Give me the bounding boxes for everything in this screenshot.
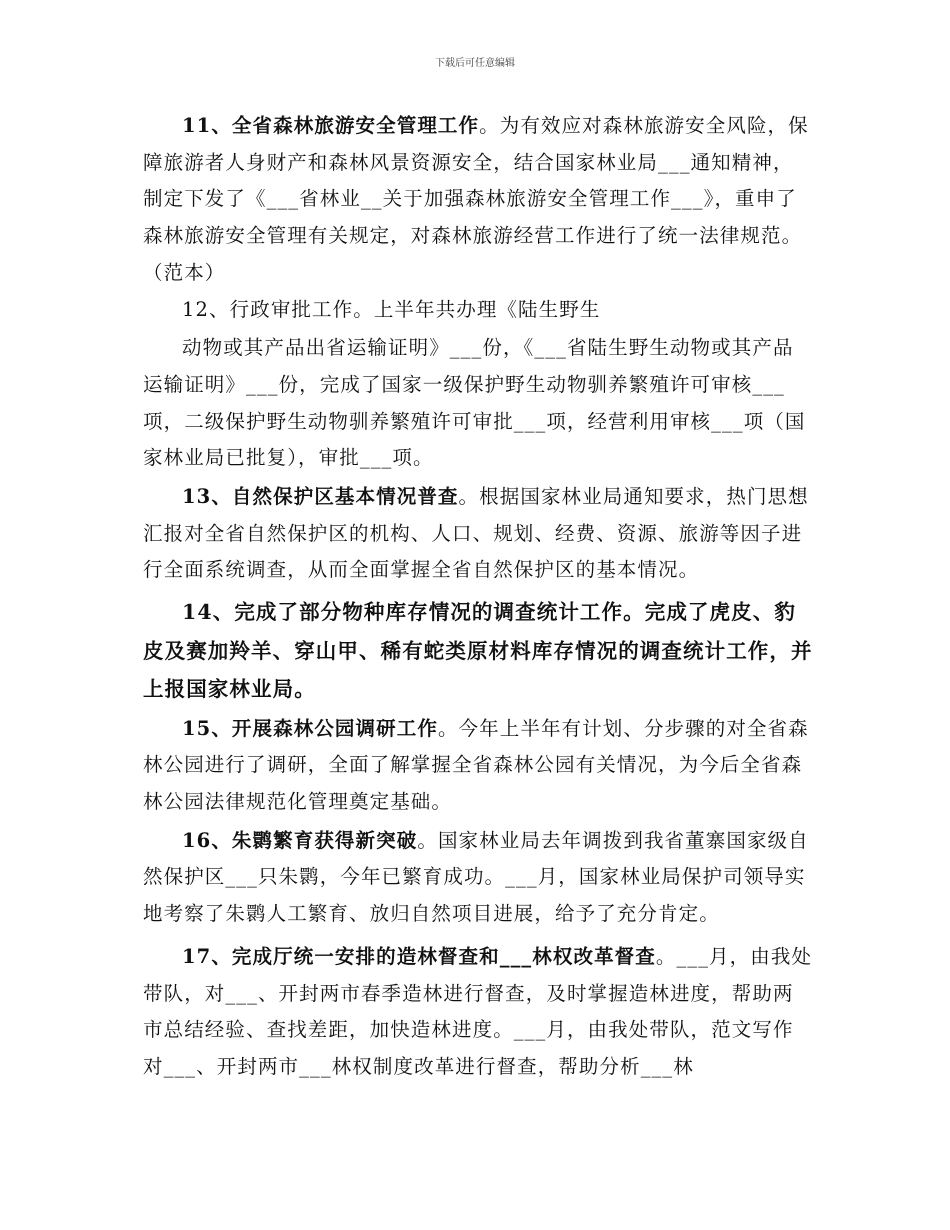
document-body bbox=[143, 108, 813, 1086]
paragraph-text: 动物或其产品出省运输证明》___份，《___省陆生野生动物或其产品运输证明》___份，完成了国家一级保护野生动物驯养繁殖许可审核___项，二级保护野生动物驯养繁殖许可审批___项，经营利用审核___项（国家林业局已批复），审批___项。 bbox=[143, 336, 806, 470]
paragraph-15 bbox=[143, 711, 813, 821]
paragraph-14 bbox=[143, 593, 813, 709]
paragraph-text: 。今年上半年有计划、分步骤的对全省森林公园进行了调研，全面了解掌握全省森林公园有关情况，为今后全省森林公园法律规范化管理奠定基础。 bbox=[143, 716, 809, 814]
paragraph-heading: 16、朱鹮繁育获得新突破 bbox=[182, 828, 418, 852]
paragraph-text: 。为有效应对森林旅游安全风险，保障旅游者人身财产和森林风景资源安全，结合国家林业局___通知精神，制定下发了《___省林业__关于加强森林旅游安全管理工作___》，重申了森林旅游安全管理有关规定，对森林旅游经营工作进行了统一法律规范。（范本） bbox=[143, 114, 809, 284]
paragraph-12 bbox=[143, 292, 813, 329]
paragraph-text: 。___月，由我处带队，对___、开封两市春季造林进行督查，及时掌握造林进度，帮助两市总结经验、查找差距，加快造林进度。___月，由我处带队，范文写作对___、开封两市___林权制度改革进行督查，帮助分析___林 bbox=[143, 944, 813, 1078]
paragraph-11 bbox=[143, 108, 813, 292]
paragraph-12-continued bbox=[143, 330, 813, 477]
paragraph-17 bbox=[143, 939, 813, 1086]
paragraph-heading: 14、完成了部分物种库存情况的调查统计工作。完成了虎皮、豹皮及赛加羚羊、穿山甲、稀有蛇类原材料库存情况的调查统计工作，并上报国家林业局。 bbox=[143, 600, 813, 702]
paragraph-text: 。国家林业局去年调拨到我省董寨国家级自然保护区___只朱鹮，今年已繁育成功。___月，国家林业局保护司领导实地考察了朱鹮人工繁育、放归自然项目进展，给予了充分肯定。 bbox=[143, 828, 809, 926]
paragraph-heading: 13、自然保护区基本情况普查 bbox=[182, 485, 459, 509]
paragraph-heading: 17、完成厅统一安排的造林督查和___林权改革督查 bbox=[182, 944, 656, 968]
paragraph-heading: 15、开展森林公园调研工作 bbox=[182, 716, 438, 740]
paragraph-16 bbox=[143, 823, 813, 933]
page-header: 下载后可任意编辑 bbox=[435, 58, 515, 69]
paragraph-text: 。根据国家林业局通知要求，热门思想汇报对全省自然保护区的机构、人口、规划、经费、资源、旅游等因子进行全面系统调查，从而全面掌握全省自然保护区的基本情况。 bbox=[143, 485, 809, 582]
paragraph-text: 12、行政审批工作。上半年共办理《陆生野生 bbox=[182, 297, 601, 321]
paragraph-13 bbox=[143, 479, 813, 589]
paragraph-heading: 11、全省森林旅游安全管理工作 bbox=[182, 114, 480, 137]
